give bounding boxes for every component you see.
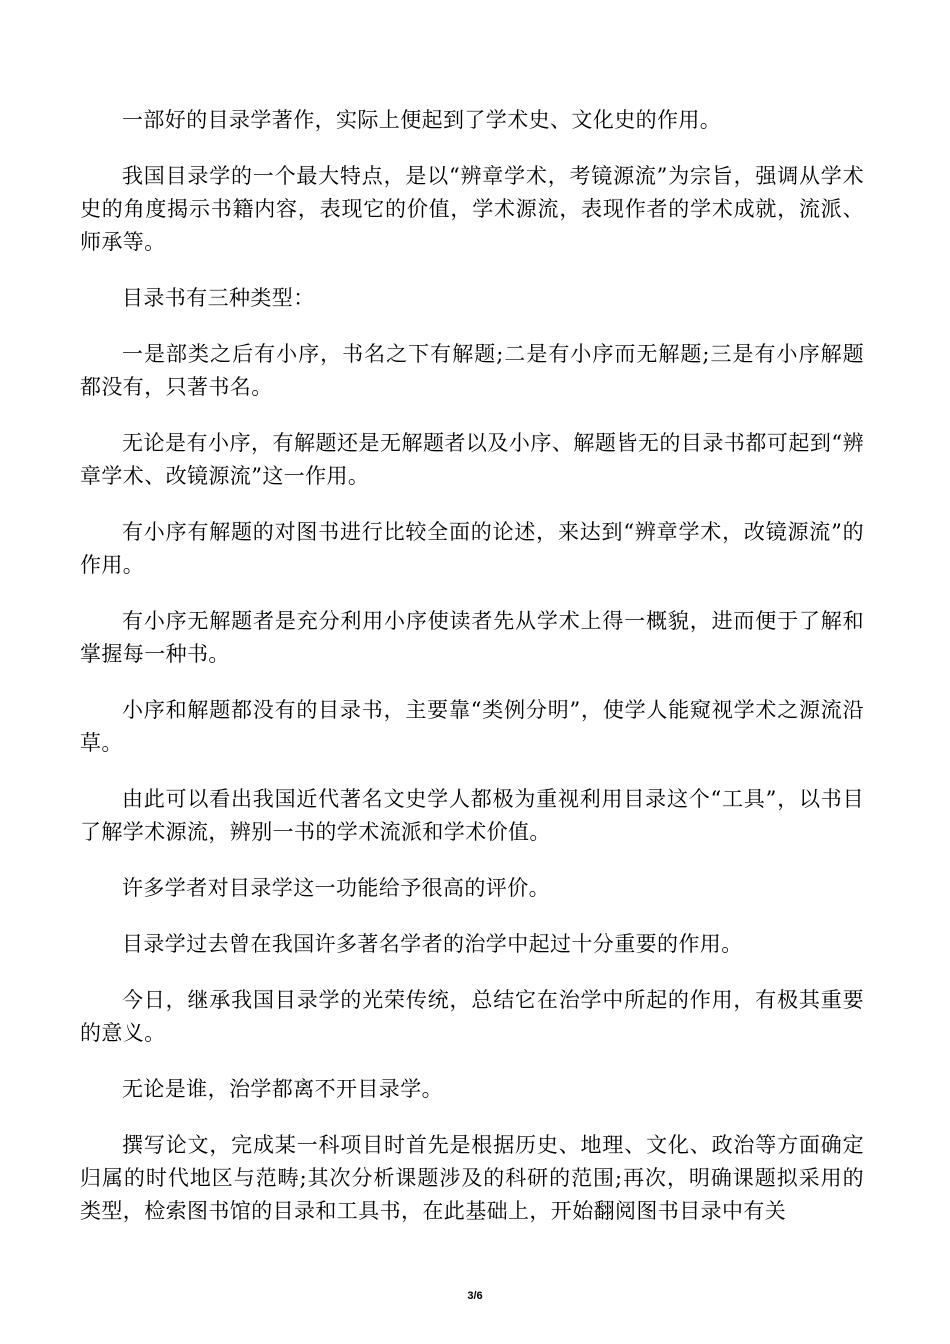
paragraph: 有小序无解题者是充分利用小序使读者先从学术上得一概貌，进而便于了解和掌握每一种书。 — [80, 609, 864, 666]
paragraph: 我国目录学的一个最大特点，是以“辨章学术，考镜源流”为宗旨，强调从学术史的角度揭示书籍内容，表现它的价值，学术源流，表现作者的学术成就，流派、师承等。 — [80, 164, 864, 254]
page-number: 3/6 — [467, 1290, 483, 1302]
paragraph: 一是部类之后有小序，书名之下有解题;二是有小序而无解题;三是有小序解题都没有，只著书名。 — [80, 342, 864, 399]
paragraph: 有小序有解题的对图书进行比较全面的论述，来达到“辨章学术，改镜源流”的作用。 — [80, 520, 864, 577]
paragraph: 今日，继承我国目录学的光荣传统，总结它在治学中所起的作用，有极其重要的意义。 — [80, 988, 864, 1045]
paragraph: 目录书有三种类型： — [122, 286, 315, 310]
paragraph: 小序和解题都没有的目录书，主要靠“类例分明”，使学人能窥视学术之源流沿草。 — [80, 698, 864, 755]
paragraph: 一部好的目录学著作，实际上便起到了学术史、文化史的作用。 — [122, 108, 722, 132]
paragraph: 无论是有小序，有解题还是无解题者以及小序、解题皆无的目录书都可起到“辨章学术、改镜源流”这一作用。 — [80, 431, 864, 488]
body-text — [80, 104, 864, 1251]
paragraph: 目录学过去曾在我国许多著名学者的治学中起过十分重要的作用。 — [122, 932, 743, 956]
paragraph: 由此可以看出我国近代著名文史学人都极为重视利用目录这个“工具”，以书目了解学术源流，辨别一书的学术流派和学术价值。 — [80, 787, 864, 844]
paragraph: 许多学者对目录学这一功能给予很高的评价。 — [122, 876, 550, 900]
paragraph: 无论是谁，治学都离不开目录学。 — [122, 1077, 443, 1101]
paragraph: 撰写论文，完成某一科项目时首先是根据历史、地理、文化、政治等方面确定归属的时代地区与范畴;其次分析课题涉及的科研的范围;再次，明确课题拟采用的类型，检索图书馆的目录和工具书，在此基础上，开始翻阅图书目录中有关 — [80, 1133, 864, 1223]
